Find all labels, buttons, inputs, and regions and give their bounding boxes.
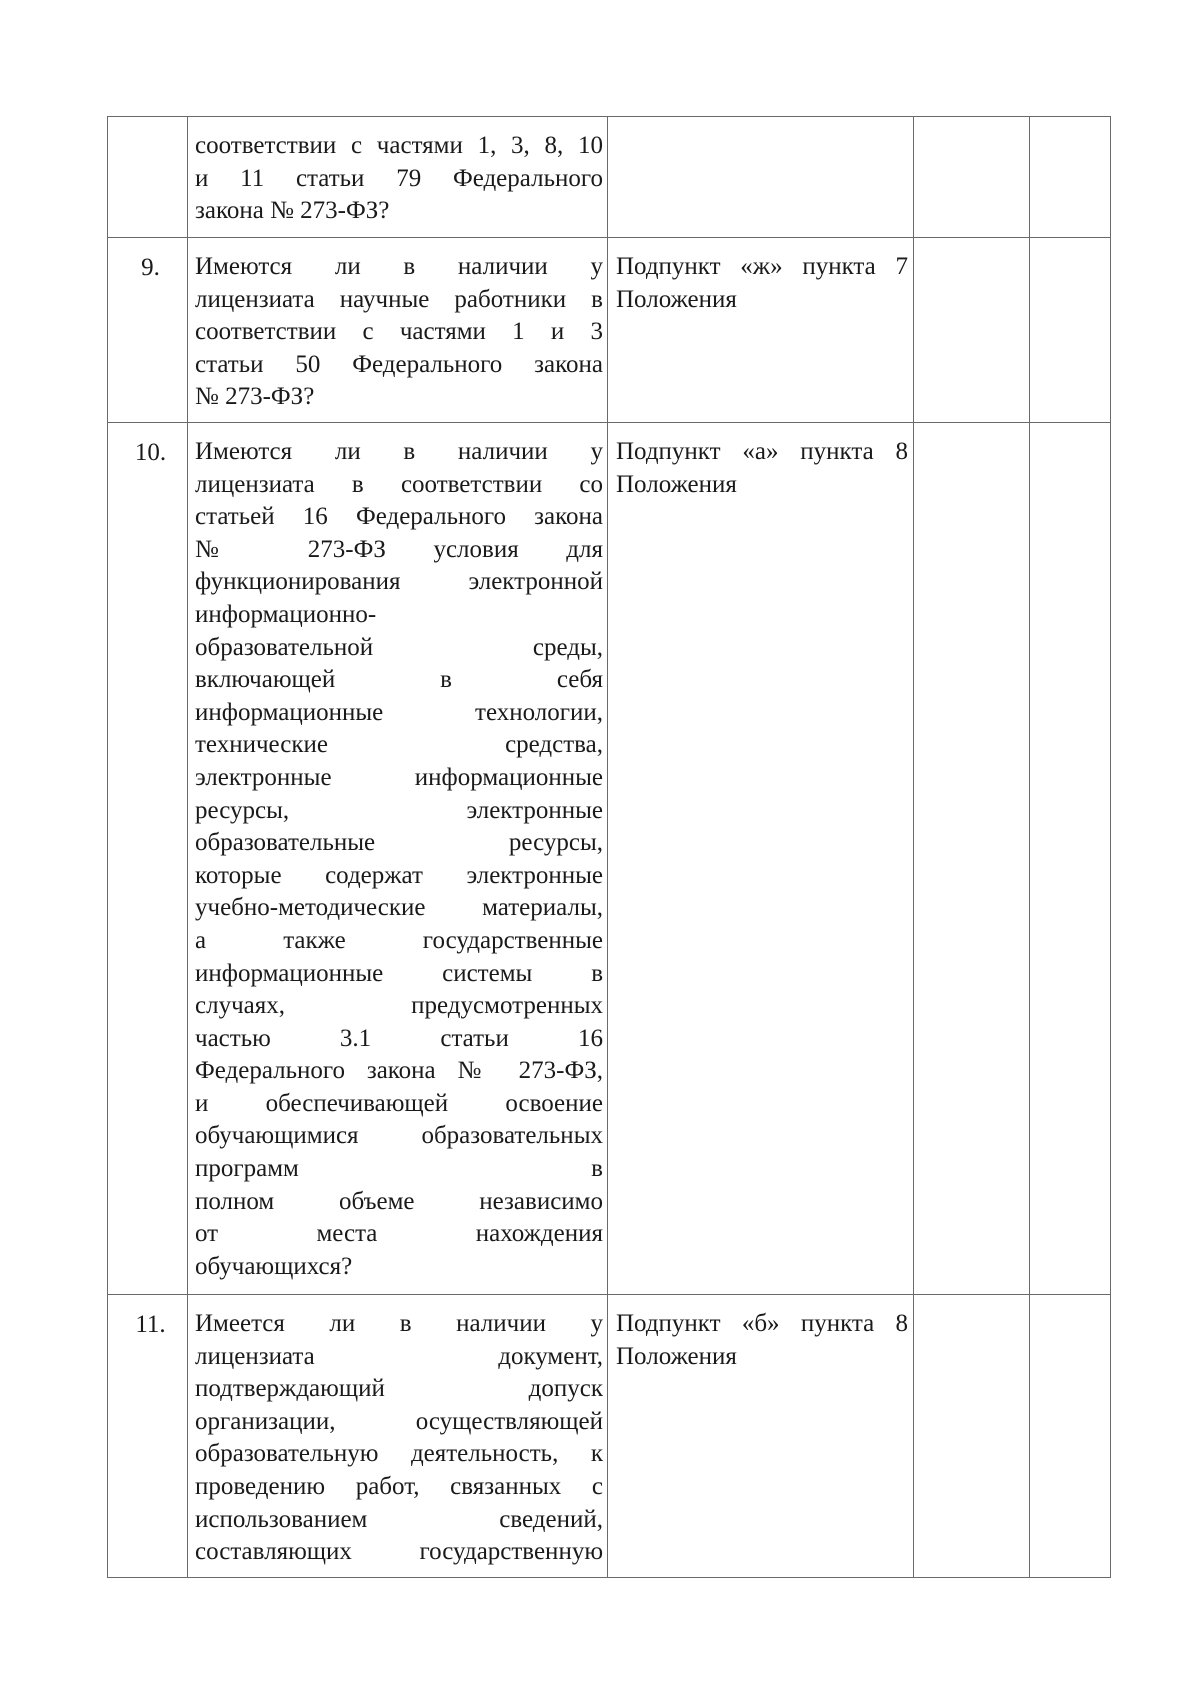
question-line: частью 3.1 статьи 16 bbox=[195, 1024, 603, 1052]
reference-line: Подпункт «ж» пункта 7 bbox=[616, 253, 908, 280]
question-cell bbox=[188, 117, 608, 238]
question-line: включающей в себя bbox=[195, 666, 603, 694]
reference-line: Положения bbox=[616, 1342, 737, 1370]
table-row bbox=[108, 117, 1111, 238]
question-line: статьи 50 Федерального закона bbox=[195, 350, 603, 378]
question-line: информационные системы в bbox=[195, 959, 603, 987]
document-page bbox=[107, 116, 1110, 1578]
question-line: полном объеме независимо bbox=[195, 1187, 603, 1215]
item-number-cell bbox=[108, 117, 188, 238]
answer-cell bbox=[914, 1295, 1030, 1578]
item-number-cell bbox=[108, 1295, 188, 1578]
question-line: информационные технологии, bbox=[195, 698, 603, 726]
item-number: 10. bbox=[134, 439, 167, 466]
question-line: которые содержат электронные bbox=[195, 861, 603, 889]
table-row bbox=[108, 1295, 1111, 1578]
question-line: подтверждающий допуск bbox=[195, 1375, 603, 1403]
answer-cell bbox=[914, 117, 1030, 238]
note-cell bbox=[1030, 1295, 1111, 1578]
reference-text bbox=[608, 238, 913, 324]
question-line: ресурсы, электронные bbox=[195, 796, 603, 824]
item-number-cell bbox=[108, 238, 188, 423]
question-text bbox=[188, 423, 607, 1291]
question-line: и 11 статьи 79 Федерального bbox=[195, 164, 603, 192]
question-line: образовательную деятельность, к bbox=[195, 1440, 603, 1468]
question-line: обучающимися образовательных bbox=[195, 1122, 603, 1150]
reference-cell bbox=[608, 423, 914, 1295]
item-number bbox=[108, 117, 187, 131]
question-line: программ в bbox=[195, 1155, 603, 1183]
question-line: лицензиата в соответствии со bbox=[195, 470, 603, 498]
item-number: 11. bbox=[135, 1311, 166, 1338]
question-line: Имеются ли в наличии у bbox=[195, 253, 603, 280]
reference-line: Подпункт «б» пункта 8 bbox=[616, 1310, 908, 1337]
question-line: статьей 16 Федерального закона bbox=[195, 503, 603, 531]
question-line: лицензиата документ, bbox=[195, 1342, 603, 1370]
reference-text bbox=[608, 423, 913, 509]
question-line: проведению работ, связанных с bbox=[195, 1472, 603, 1500]
answer-cell bbox=[914, 238, 1030, 423]
question-line: образовательной среды, bbox=[195, 633, 603, 661]
question-line: использованием сведений, bbox=[195, 1505, 603, 1533]
note-cell bbox=[1030, 423, 1111, 1295]
question-cell bbox=[188, 423, 608, 1295]
question-line: и обеспечивающей освоение bbox=[195, 1089, 603, 1117]
table-row bbox=[108, 423, 1111, 1295]
reference-cell bbox=[608, 1295, 914, 1578]
question-line: закона № 273-ФЗ? bbox=[195, 197, 390, 225]
question-text bbox=[188, 1295, 607, 1577]
reference-line: Подпункт «а» пункта 8 bbox=[616, 438, 908, 465]
reference-cell bbox=[608, 117, 914, 238]
answer-cell bbox=[914, 423, 1030, 1295]
question-line: от места нахождения bbox=[195, 1220, 603, 1248]
question-line: № 273-ФЗ условия для bbox=[195, 535, 603, 563]
question-line: образовательные ресурсы, bbox=[195, 829, 603, 857]
question-line: Имеется ли в наличии у bbox=[195, 1310, 603, 1337]
question-line: соответствии с частями 1 и 3 bbox=[195, 318, 603, 346]
question-line: технические средства, bbox=[195, 731, 603, 759]
question-line: учебно-методические материалы, bbox=[195, 894, 603, 922]
question-text bbox=[188, 117, 607, 236]
question-text bbox=[188, 238, 607, 422]
reference-text bbox=[608, 1295, 913, 1381]
question-line: информационно- bbox=[195, 600, 377, 628]
question-line: лицензиата научные работники в bbox=[195, 285, 603, 313]
question-line: обучающихся? bbox=[195, 1252, 353, 1280]
reference-line: Положения bbox=[616, 285, 737, 313]
question-line: организации, осуществляющей bbox=[195, 1407, 603, 1435]
checklist-table bbox=[107, 116, 1111, 1578]
item-number-cell bbox=[108, 423, 188, 1295]
reference-cell bbox=[608, 238, 914, 423]
reference-line: Положения bbox=[616, 470, 737, 498]
note-cell bbox=[1030, 117, 1111, 238]
question-line: случаях, предусмотренных bbox=[195, 992, 603, 1020]
item-number: 9. bbox=[141, 254, 160, 281]
table-row bbox=[108, 238, 1111, 423]
question-cell bbox=[188, 1295, 608, 1578]
question-line: электронные информационные bbox=[195, 763, 603, 791]
question-cell bbox=[188, 238, 608, 423]
question-line: Имеются ли в наличии у bbox=[195, 438, 603, 465]
question-line: а также государственные bbox=[195, 926, 603, 954]
question-line: функционирования электронной bbox=[195, 568, 603, 596]
question-line: соответствии с частями 1, 3, 8, 10 bbox=[195, 132, 603, 159]
question-line: Федерального закона № 273-ФЗ, bbox=[195, 1057, 603, 1085]
question-line: № 273-ФЗ? bbox=[195, 383, 315, 411]
note-cell bbox=[1030, 238, 1111, 423]
question-line: составляющих государственную bbox=[195, 1538, 603, 1566]
